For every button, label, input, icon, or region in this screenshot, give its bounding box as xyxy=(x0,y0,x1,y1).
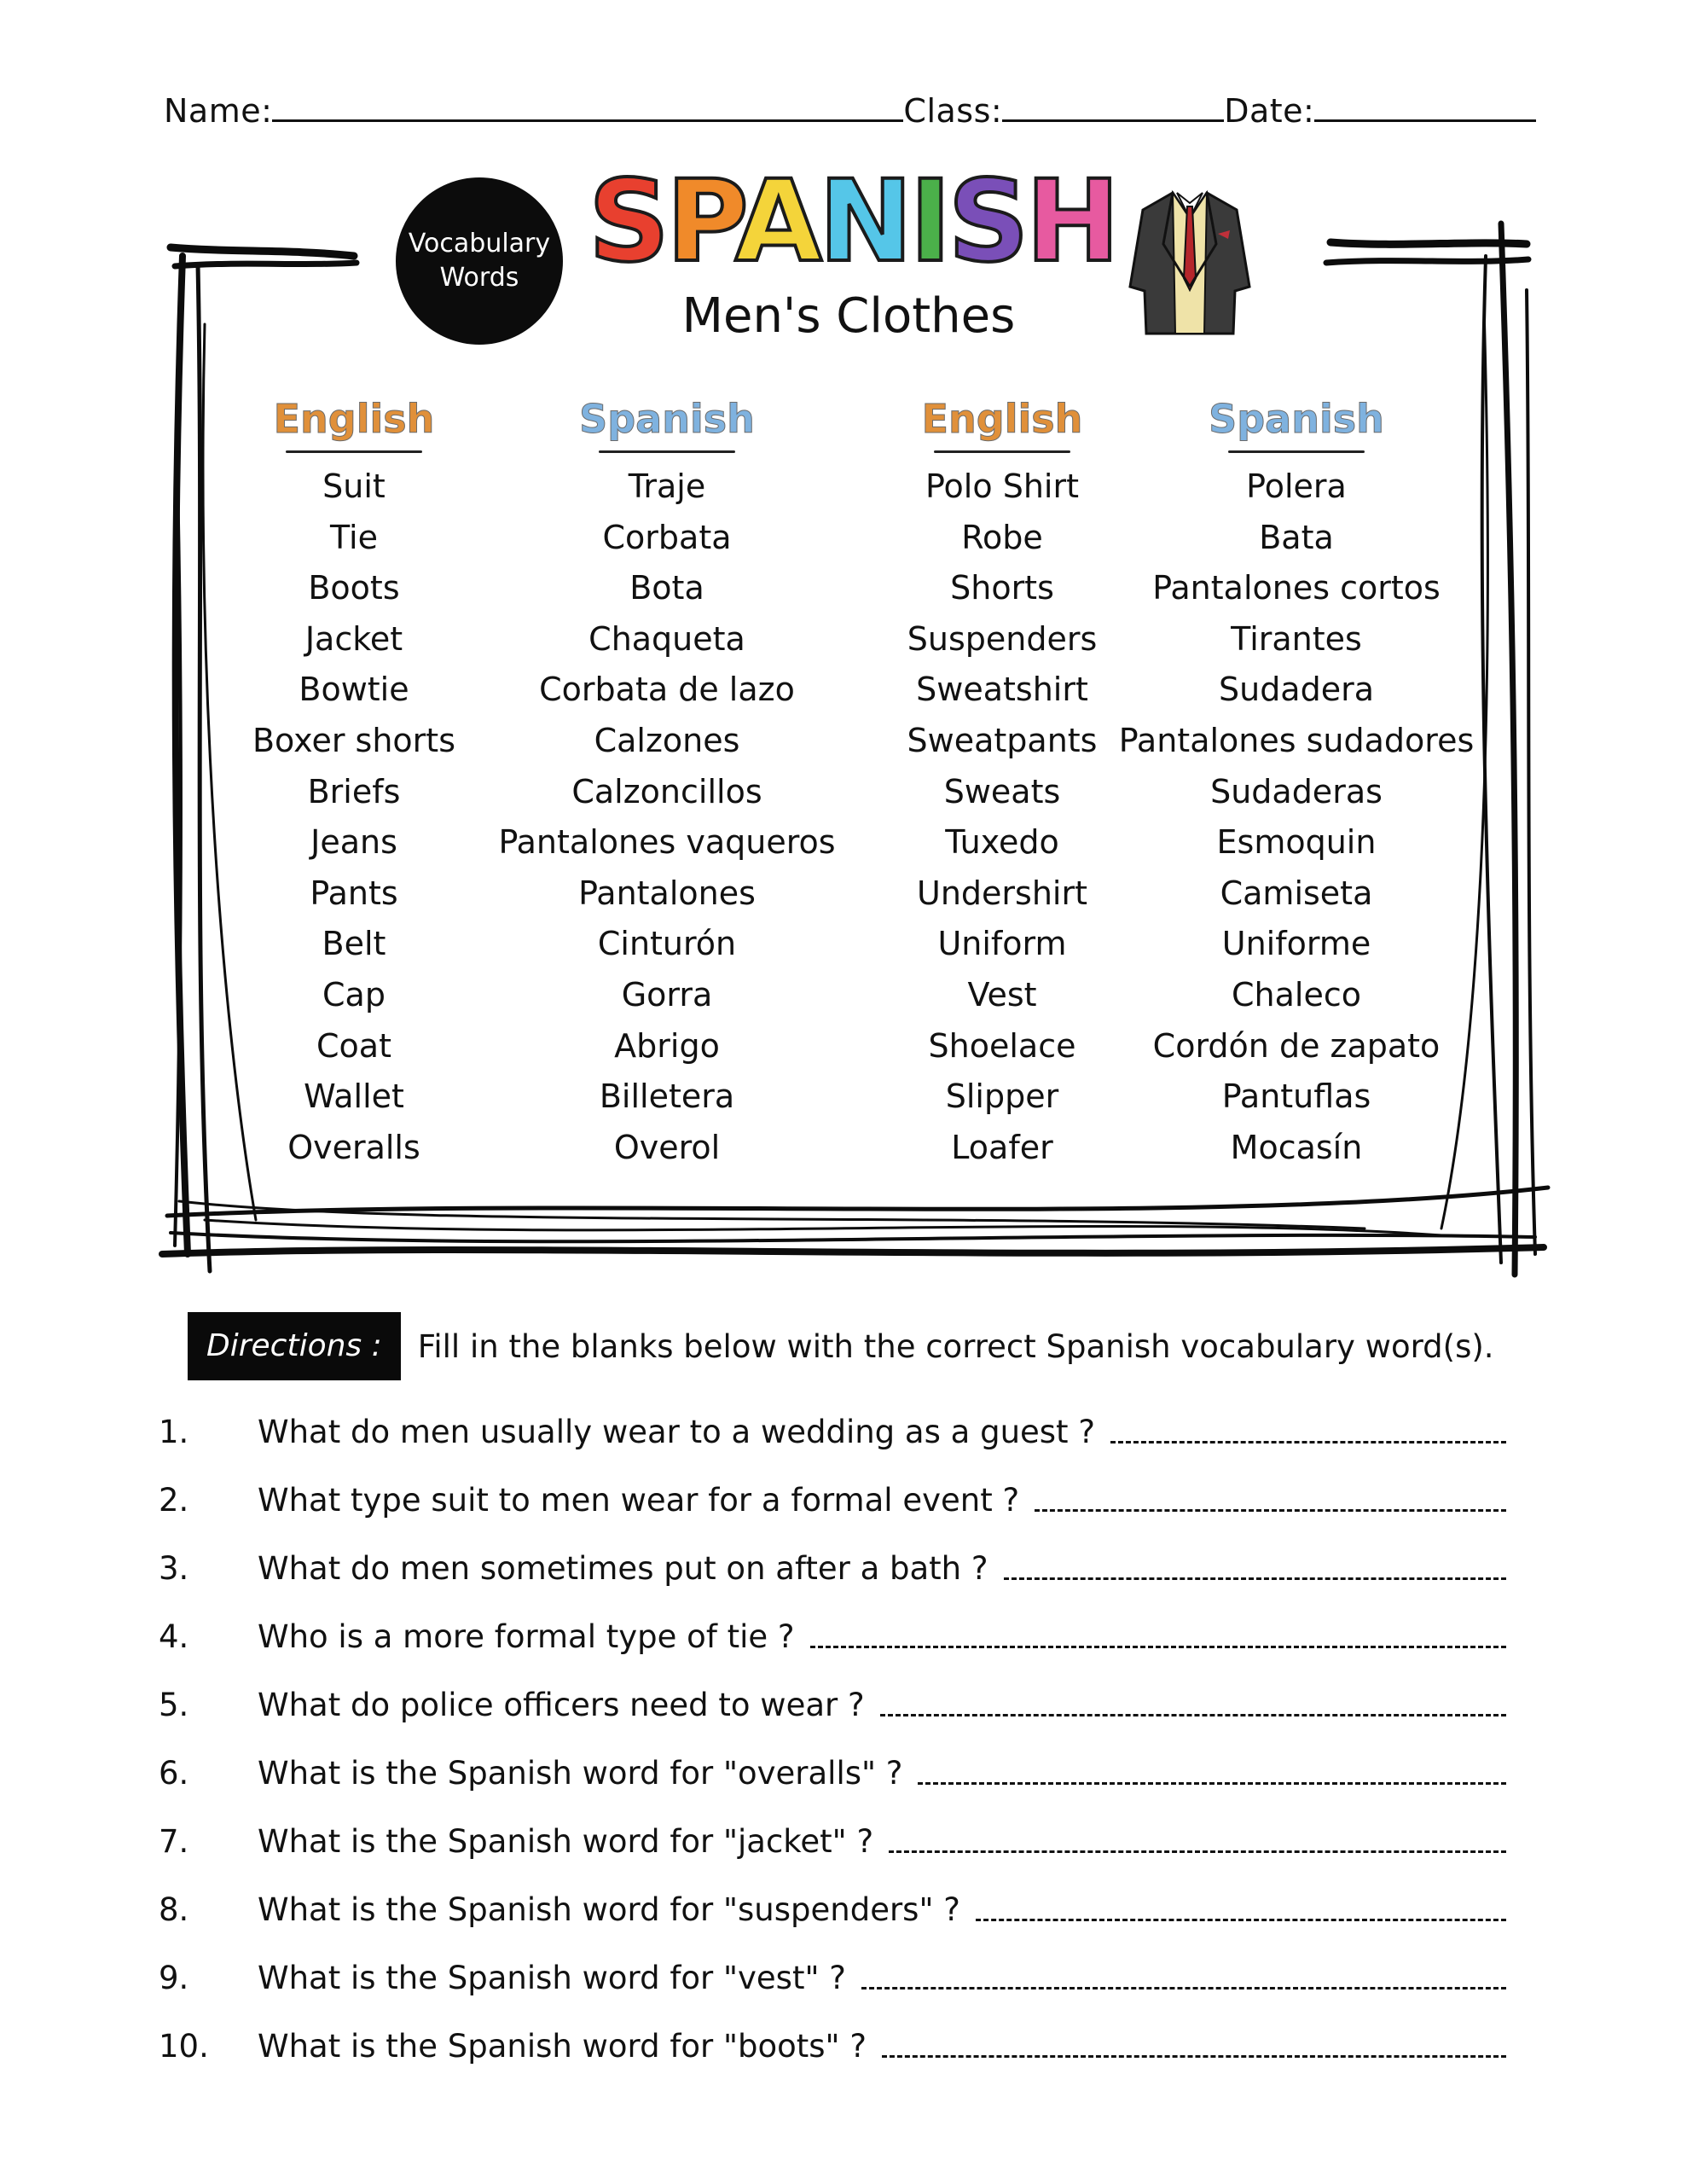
vocab-word: Pantalones sudadores xyxy=(1118,721,1475,759)
directions xyxy=(188,1312,1494,1380)
column-header: English xyxy=(273,396,435,442)
vocab-word: Bowtie xyxy=(299,671,409,709)
class-label: Class: xyxy=(903,92,1003,130)
vocab-word: Chaqueta xyxy=(588,619,745,658)
question-number: 1. xyxy=(159,1414,189,1450)
vocab-word: Jeans xyxy=(310,823,397,862)
vocab-word: Calzones xyxy=(594,721,740,759)
directions-text: Fill in the blanks below with the correct Spanish vocabulary word(s). xyxy=(417,1327,1494,1365)
vocab-word: Boxer shorts xyxy=(252,721,455,759)
answer-blank[interactable] xyxy=(918,1780,1506,1785)
question-row xyxy=(159,1536,1506,1587)
english-column-2 xyxy=(896,391,1109,1173)
vocab-word: Belt xyxy=(322,925,386,963)
vocab-word: Wallet xyxy=(304,1077,404,1116)
vocab-word: Boots xyxy=(308,569,400,607)
vocab-word: Pants xyxy=(310,874,398,912)
vocab-word: Robe xyxy=(961,518,1043,556)
question-row xyxy=(159,1877,1506,1928)
vocab-word: Shoelace xyxy=(928,1026,1076,1065)
answer-blank[interactable] xyxy=(810,1644,1506,1648)
vocab-word: Suspenders xyxy=(907,619,1098,658)
question-number: 6. xyxy=(159,1755,189,1792)
page-subtitle: Men's Clothes xyxy=(681,288,1016,344)
question-row xyxy=(159,1399,1506,1450)
vocab-word: Tuxedo xyxy=(945,823,1059,862)
vocab-word: Corbata xyxy=(602,518,732,556)
vocab-word: Billetera xyxy=(599,1077,735,1116)
question-text: What is the Spanish word for "suspenders" ? xyxy=(258,1891,960,1928)
question-text: What is the Spanish word for "overalls" ? xyxy=(258,1755,903,1792)
vocab-word: Corbata de lazo xyxy=(539,671,795,709)
answer-blank[interactable] xyxy=(1035,1507,1506,1512)
word-list xyxy=(896,462,1109,1173)
vocab-word: Pantalones xyxy=(578,874,756,912)
vocab-word: Camiseta xyxy=(1220,874,1373,912)
question-text: What is the Spanish word for "boots" ? xyxy=(258,2028,867,2065)
vocab-word: Pantuflas xyxy=(1221,1077,1371,1116)
directions-label: Directions : xyxy=(188,1312,401,1380)
question-text: Who is a more formal type of tie ? xyxy=(258,1618,795,1655)
badge-line-1: Vocabulary xyxy=(408,229,551,258)
question-number: 2. xyxy=(159,1482,189,1519)
name-label: Name: xyxy=(164,92,273,130)
question-row xyxy=(159,1740,1506,1792)
answer-blank[interactable] xyxy=(1110,1439,1506,1443)
question-number: 10. xyxy=(159,2028,209,2065)
vocab-word: Mocasín xyxy=(1230,1128,1363,1166)
spanish-column-1 xyxy=(491,391,843,1173)
vocab-word: Traje xyxy=(628,468,706,505)
question-number: 8. xyxy=(159,1891,189,1928)
vocab-word: Pantalones cortos xyxy=(1152,569,1441,607)
vocab-word: Sudadera xyxy=(1218,671,1375,709)
question-text: What is the Spanish word for "vest" ? xyxy=(258,1960,846,1996)
vocab-word: Abrigo xyxy=(614,1026,720,1065)
vocab-word: Sweatshirt xyxy=(916,671,1088,709)
question-row xyxy=(159,1467,1506,1519)
vocab-word: Shorts xyxy=(950,569,1054,607)
vocab-word: Esmoquin xyxy=(1216,823,1377,862)
vocab-word: Jacket xyxy=(304,619,403,658)
question-text: What is the Spanish word for "jacket" ? xyxy=(258,1823,874,1860)
question-number: 5. xyxy=(159,1687,189,1723)
page-title xyxy=(588,156,1117,288)
vocabulary-words-badge xyxy=(396,177,563,345)
question-text: What do police officers need to wear ? xyxy=(258,1687,865,1723)
vocab-word: Sweatpants xyxy=(907,721,1098,759)
header-underline xyxy=(934,450,1070,453)
vocab-word: Bata xyxy=(1259,518,1334,556)
question-number: 7. xyxy=(159,1823,189,1860)
question-text: What do men sometimes put on after a bath ? xyxy=(258,1550,988,1587)
header-underline xyxy=(1228,450,1365,453)
column-header: English xyxy=(921,396,1083,442)
title-letter: S xyxy=(948,156,1026,288)
vocab-word: Undershirt xyxy=(917,874,1087,912)
vocab-word: Suit xyxy=(322,468,386,505)
word-list xyxy=(230,462,478,1173)
badge-line-2: Words xyxy=(439,263,519,293)
vocab-word: Cordón de zapato xyxy=(1152,1026,1441,1065)
vocab-word: Calzoncillos xyxy=(571,772,762,810)
question-row xyxy=(159,1672,1506,1723)
date-label: Date: xyxy=(1224,92,1315,130)
vocab-word: Loafer xyxy=(951,1128,1053,1166)
word-list xyxy=(1109,462,1484,1173)
column-header: Spanish xyxy=(1209,396,1384,442)
vocab-word: Polo Shirt xyxy=(925,468,1079,505)
answer-blank[interactable] xyxy=(880,1712,1506,1716)
answer-blank[interactable] xyxy=(889,1849,1506,1853)
vocab-word: Gorra xyxy=(621,975,713,1014)
answer-blank[interactable] xyxy=(882,2053,1506,2058)
answer-blank[interactable] xyxy=(1004,1576,1506,1580)
title-letter: P xyxy=(666,156,735,288)
vocab-word: Cap xyxy=(322,975,386,1014)
header-underline xyxy=(286,450,422,453)
vocab-word: Polera xyxy=(1246,468,1347,505)
question-number: 3. xyxy=(159,1550,189,1587)
vocab-word: Coat xyxy=(316,1026,391,1065)
vocab-word: Slipper xyxy=(945,1077,1059,1116)
vocab-word: Briefs xyxy=(307,772,401,810)
question-number: 4. xyxy=(159,1618,189,1655)
word-list xyxy=(491,462,843,1173)
question-row xyxy=(159,1604,1506,1655)
vocab-word: Sudaderas xyxy=(1210,772,1383,810)
answer-blank[interactable] xyxy=(861,1985,1506,1989)
spanish-column-2 xyxy=(1109,391,1484,1173)
spanish-title xyxy=(588,156,1117,288)
question-row xyxy=(159,2013,1506,2065)
question-row xyxy=(159,1945,1506,1996)
vocab-word: Chaleco xyxy=(1232,975,1361,1014)
vocab-word: Cinturón xyxy=(597,925,737,963)
title-letter: A xyxy=(734,156,819,288)
vocab-word: Uniforme xyxy=(1221,925,1371,963)
question-number: 9. xyxy=(159,1960,189,1996)
title-letter: H xyxy=(1025,156,1117,288)
vocab-word: Pantalones vaqueros xyxy=(498,823,836,862)
vocab-word: Vest xyxy=(967,975,1037,1014)
vocab-word: Sweats xyxy=(943,772,1061,810)
title-letter: S xyxy=(588,156,667,288)
vocab-word: Uniform xyxy=(937,925,1067,963)
english-column-1 xyxy=(230,391,478,1173)
vocab-word: Overalls xyxy=(287,1128,420,1166)
question-row xyxy=(159,1809,1506,1860)
vocab-word: Tirantes xyxy=(1231,619,1362,658)
vocab-word: Tie xyxy=(330,518,378,556)
title-letter: I xyxy=(909,156,948,288)
header-underline xyxy=(599,450,735,453)
suit-jacket-icon xyxy=(1126,184,1254,338)
column-header: Spanish xyxy=(579,396,755,442)
vocab-word: Bota xyxy=(629,569,704,607)
vocab-word: Overol xyxy=(613,1128,721,1166)
question-text: What do men usually wear to a wedding as a guest ? xyxy=(258,1414,1095,1450)
question-text: What type suit to men wear for a formal event ? xyxy=(258,1482,1020,1519)
title-letter: N xyxy=(818,156,910,288)
answer-blank[interactable] xyxy=(976,1917,1506,1921)
